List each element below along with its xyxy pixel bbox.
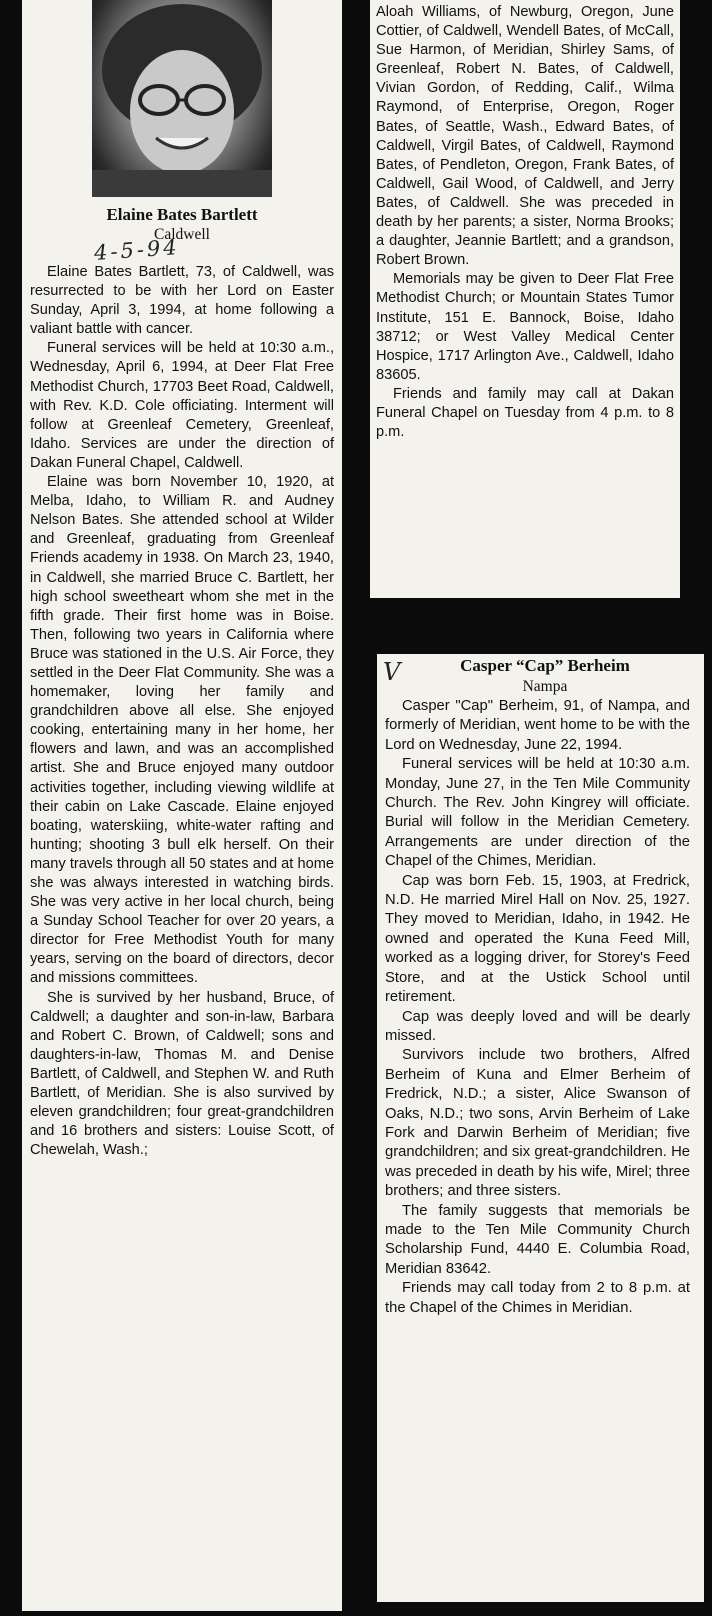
paragraph: Memorials may be given to Deer Flat Free Methodist Church; or Mountain States Tumor Institute, 151 E. Bannock, Boise, Idaho 38712; or West Valley Medical Center Hospice, 1717 Arlington Ave., Caldwell, Idaho 83605. (376, 271, 674, 383)
portrait-photo (92, 0, 272, 197)
obituary-clipping-berheim (377, 654, 704, 1602)
paragraph: Casper "Cap" Berheim, 91, of Nampa, and formerly of Meridian, went home to be with the Lord on Wednesday, June 22, 1994. (385, 698, 690, 753)
obituary-clipping-bartlett (22, 0, 342, 1611)
paragraph: Funeral services will be held at 10:30 a.m. Monday, June 27, in the Ten Mile Community Church. The Rev. John Kingrey will officiate. Burial will follow in the Meridian Cemetery. Arrangements are under direction of the Chapel of the Chimes, Meridian. (385, 756, 690, 870)
paragraph: Survivors include two brothers, Alfred Berheim of Kuna and Elmer Berheim of Fredrick, N.D.; a sister, Alice Swanson of Oaks, N.D.; two sons, Arvin Berheim of Lake Fork and Darwin Berheim of Meridian; five grandchildren; and six great-grandchildren. He was preceded in death by his wife, Mirel; three brothers; and three sisters. (385, 1047, 690, 1200)
obituary-place: Caldwell (154, 226, 210, 243)
obituary-name: Casper “Cap” Berheim (460, 656, 630, 675)
handwritten-date: 4-5-94 (93, 235, 181, 265)
obituary-body (30, 263, 334, 1160)
obituary-body (385, 697, 690, 1318)
continuation-body (376, 3, 674, 442)
paragraph: Friends may call today from 2 to 8 p.m. at the Chapel of the Chimes in Meridian. (385, 1280, 690, 1316)
paragraph: Funeral services will be held at 10:30 a.m., Wednesday, April 6, 1994, at Deer Flat Free Methodist Church, 17703 Beet Road, Caldwell, with Rev. K.D. Cole officiating. Interment will follow at Greenleaf Cemetery, Greenleaf, Idaho. Services are under the direction of Dakan Funeral Chapel, Caldwell. (30, 340, 334, 471)
paragraph: Friends and family may call at Dakan Funeral Chapel on Tuesday from 4 p.m. to 8 p.m. (376, 385, 674, 441)
paragraph: Cap was born Feb. 15, 1903, at Fredrick, N.D. He married Mirel Hall on Nov. 25, 1927. They moved to Meridian, Idaho, in 1942. He owned and operated the Kuna Feed Mill, worked as a logging driver, for Storey's Feed Store, and at the Ustick School until retirement. (385, 872, 690, 1006)
paragraph: She is survived by her husband, Bruce, of Caldwell; a daughter and son-in-law, Barbara and Robert C. Brown, of Caldwell; sons and daughters-in-law, Thomas M. and Denise Bartlett, of Caldwell, and Stephen W. and Ruth Bartlett, of Meridian. She is also survived by eleven grandchildren; four great-grandchildren and 16 brothers and sisters: Louise Scott, of Chewelah, Wash.; (30, 989, 334, 1159)
paragraph: Elaine Bates Bartlett, 73, of Caldwell, was resurrected to be with her Lord on Easter Sunday, April 3, 1994, at home following a valiant battle with cancer. (30, 264, 334, 338)
obituary-name: Elaine Bates Bartlett (106, 205, 258, 224)
paragraph: Cap was deeply loved and will be dearly missed. (385, 1008, 690, 1044)
obituary-place: Nampa (522, 678, 568, 695)
handwritten-check-mark: V (383, 658, 401, 686)
paragraph: The family suggests that memorials be made to the Ten Mile Community Church Scholarship Fund, 4440 E. Columbia Road, Meridian 83642. (385, 1202, 690, 1277)
paragraph: Elaine was born November 10, 1920, at Melba, Idaho, to William R. and Audney Nelson Bates. She attended school at Wilder and Greenleaf, graduating from Greenleaf Friends academy in 1938. On March 23, 1940, in Caldwell, she married Bruce C. Bartlett, her high school sweetheart whom she met in the fifth grade. Their first home was in Boise. Then, following two years in California where Bruce was stationed in the U.S. Air Force, they settled in the Deer Flat Community. She was a homemaker, loving her family and grandchildren above all else. She enjoyed cooking, entertaining many in her home, her flowers and lawn, and was an accomplished artist. She and Bruce enjoyed many outdoor activities together, including viewing wildlife at their cabin on Lake Cascade. Elaine enjoyed boating, waterskiing, white-water rafting and hunting; shooting 3 bull elk herself. On their many travels through all 50 states and at home she was always interested in watching birds. She was very active in her local church, being a Sunday School Teacher for over 20 years, a director for Free Methodist Youth for many years, serving on the board of directors, decor and missions committees. (30, 474, 334, 987)
obituary-continuation-clipping (370, 0, 680, 598)
paragraph: Aloah Williams, of Newburg, Oregon, June Cottier, of Caldwell, Wendell Bates, of McCall, Sue Harmon, of Meridian, Shirley Sams, of Greenleaf, Robert N. Bates, of Caldwell, Vivian Gordon, of Redding, Calif., Wilma Raymond, of Enterprise, Oregon, Roger Bates, of Seattle, Wash., Edward Bates, of Caldwell, Virgil Bates, of Caldwell, Raymond Bates, of Pendleton, Oregon, Frank Bates, of Caldwell, Gail Wood, of Caldwell, and Jerry Bates, of Caldwell. She was preceded in death by her parents; a sister, Norma Brooks; a daughter, Jeannie Bartlett; and a grandson, Robert Brown. (376, 4, 674, 269)
